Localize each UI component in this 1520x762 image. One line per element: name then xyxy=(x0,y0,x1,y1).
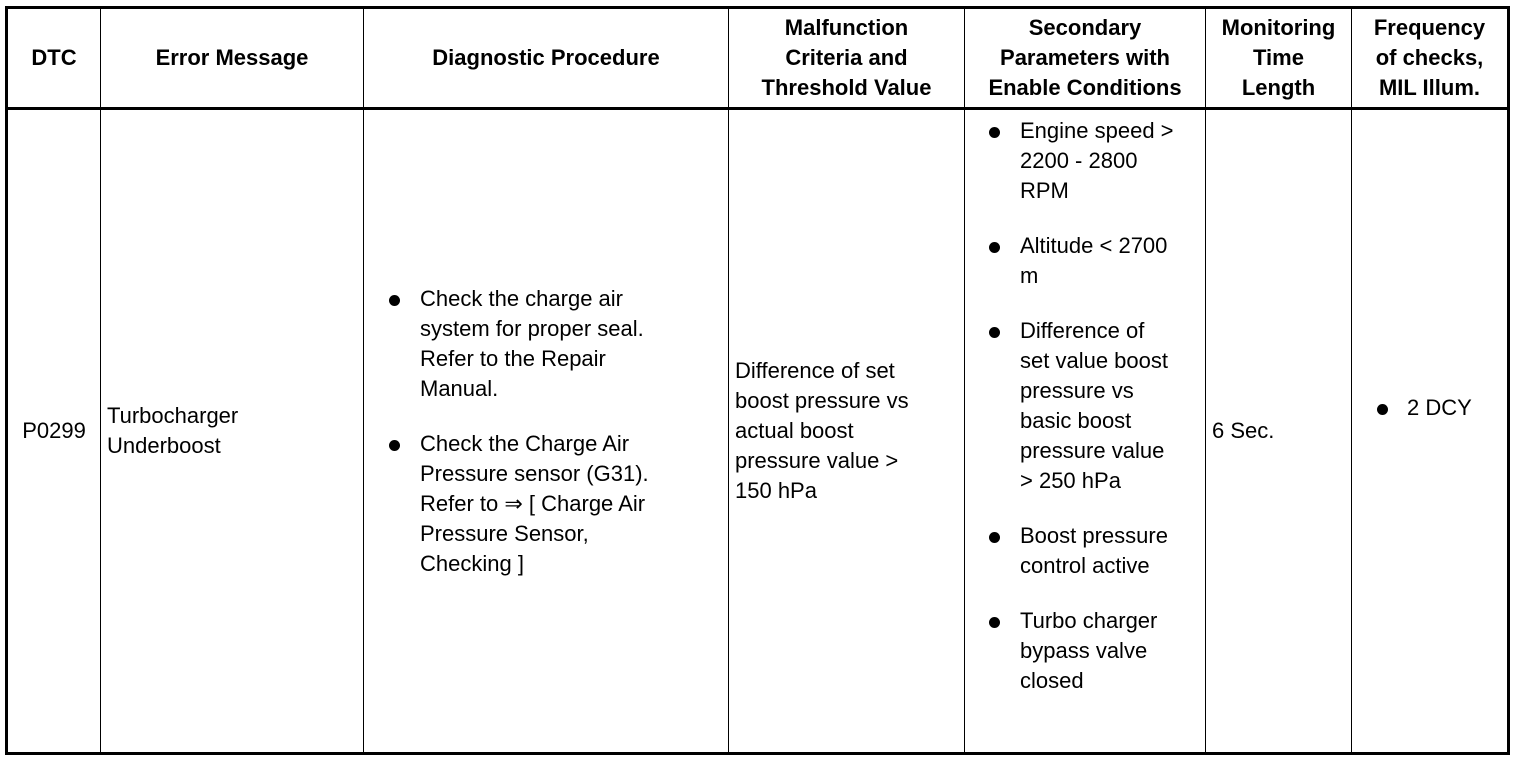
item-line: basic boost xyxy=(1020,408,1132,433)
table-row xyxy=(7,109,1509,754)
item-line: Difference of xyxy=(1020,318,1145,343)
header-line: Frequency xyxy=(1373,15,1486,40)
criteria-line: 150 hPa xyxy=(735,478,817,503)
header-line: Length xyxy=(1241,75,1316,100)
monitoring-time-value: 6 Sec. xyxy=(1212,418,1275,443)
item-line: Check the Charge Air xyxy=(420,430,630,456)
criteria-line: Difference of set xyxy=(735,358,895,383)
item-line: bypass valve xyxy=(1020,638,1148,663)
header-line: Enable Conditions xyxy=(988,75,1182,100)
header-diagnostic-procedure-text: Diagnostic Procedure xyxy=(432,45,660,70)
item-line: Pressure Sensor, xyxy=(420,520,589,546)
item-line: system for proper seal. xyxy=(420,315,644,341)
item-line: Altitude < 2700 xyxy=(1020,233,1168,258)
header-line: Parameters with xyxy=(1000,45,1170,70)
list-item xyxy=(1020,316,1199,496)
list-item xyxy=(1020,606,1199,696)
bullet-icon xyxy=(989,327,1000,338)
cell-frequency xyxy=(1352,109,1509,754)
item-line: 2 DCY xyxy=(1407,395,1472,420)
header-line: Time xyxy=(1253,45,1304,70)
header-secondary-parameters xyxy=(965,8,1206,109)
header-error-message-text: Error Message xyxy=(155,45,309,70)
bullet-icon xyxy=(989,127,1000,138)
cell-diagnostic-procedure xyxy=(364,109,729,754)
item-line: Check the charge air xyxy=(420,285,623,311)
list-item xyxy=(1020,231,1199,291)
cell-error-message xyxy=(101,109,364,754)
item-line: pressure value xyxy=(1020,438,1165,463)
item-line: Boost pressure xyxy=(1020,523,1168,548)
diagnostic-list xyxy=(364,284,728,579)
item-line: Checking ] xyxy=(420,550,524,576)
header-line: Criteria and xyxy=(785,45,908,70)
list-item xyxy=(420,284,718,404)
item-line: Manual. xyxy=(420,375,499,401)
cell-secondary-parameters xyxy=(965,109,1206,754)
header-line: Threshold Value xyxy=(761,75,932,100)
item-line: Refer to ⇒ [ Charge Air xyxy=(420,490,646,516)
list-item xyxy=(420,429,718,579)
bullet-icon xyxy=(989,242,1000,253)
header-line: Malfunction xyxy=(784,15,909,40)
item-line: m xyxy=(1020,263,1039,288)
bullet-icon xyxy=(989,532,1000,543)
list-item xyxy=(1020,521,1199,581)
bullet-icon xyxy=(989,617,1000,628)
item-line: RPM xyxy=(1020,178,1069,203)
bullet-icon xyxy=(1377,404,1388,415)
header-diagnostic-procedure xyxy=(364,8,729,109)
item-line: Engine speed > xyxy=(1020,118,1174,143)
header-line: Monitoring xyxy=(1221,15,1336,40)
list-item xyxy=(1407,393,1507,423)
header-error-message xyxy=(101,8,364,109)
header-dtc-text: DTC xyxy=(31,45,77,70)
header-frequency xyxy=(1352,8,1509,109)
criteria-line: actual boost xyxy=(735,418,854,443)
error-line: Underboost xyxy=(107,433,221,458)
cell-dtc xyxy=(7,109,101,754)
header-line: MIL Illum. xyxy=(1378,75,1481,100)
header-monitoring-time xyxy=(1206,8,1352,109)
criteria-line: pressure value > xyxy=(735,448,899,473)
item-line: Refer to the Repair xyxy=(420,345,606,371)
header-malfunction-criteria xyxy=(729,8,965,109)
cell-malfunction-criteria xyxy=(729,109,965,754)
item-line: control active xyxy=(1020,553,1150,578)
cell-monitoring-time xyxy=(1206,109,1352,754)
item-line: pressure vs xyxy=(1020,378,1134,403)
frequency-list xyxy=(1352,110,1507,423)
header-row xyxy=(7,8,1509,109)
item-line: Pressure sensor (G31). xyxy=(420,460,649,486)
item-line: set value boost xyxy=(1020,348,1168,373)
item-line: 2200 - 2800 xyxy=(1020,148,1138,173)
bullet-icon xyxy=(389,295,400,306)
header-line: Secondary xyxy=(1028,15,1142,40)
item-line: closed xyxy=(1020,668,1084,693)
list-item xyxy=(1020,116,1199,206)
header-dtc xyxy=(7,8,101,109)
error-line: Turbocharger xyxy=(107,403,239,428)
bullet-icon xyxy=(389,440,400,451)
item-line: Turbo charger xyxy=(1020,608,1158,633)
dtc-code: P0299 xyxy=(22,418,86,443)
criteria-line: boost pressure vs xyxy=(735,388,909,413)
item-line: > 250 hPa xyxy=(1020,468,1121,493)
dtc-table xyxy=(5,6,1510,755)
secondary-list xyxy=(965,110,1205,696)
header-line: of checks, xyxy=(1375,45,1484,70)
